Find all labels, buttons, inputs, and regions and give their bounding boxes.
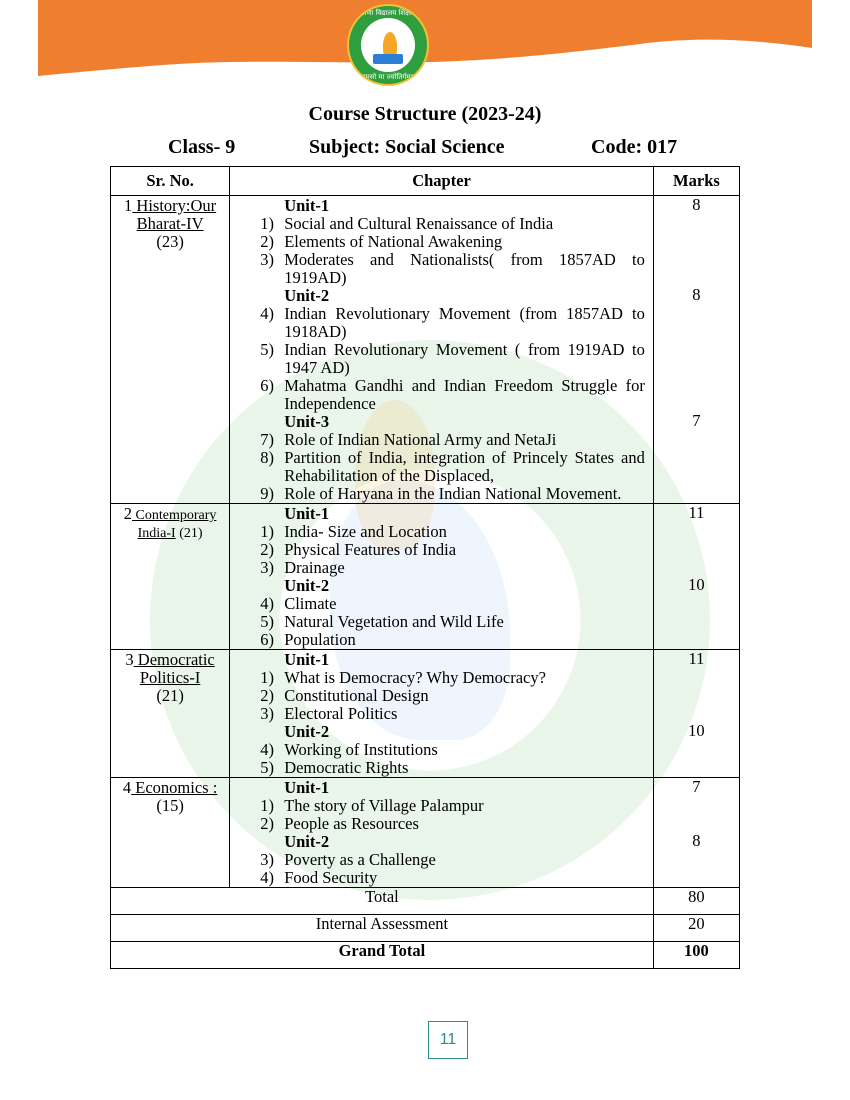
list-item: 6) Mahatma Gandhi and Indian Freedom Struggle for Independence: [260, 376, 645, 413]
section-cell: [111, 196, 230, 504]
internal-assessment-row: [111, 915, 740, 942]
marks-cell: [653, 650, 739, 778]
column-header-sr: Sr. No.: [111, 167, 230, 196]
table-row: [111, 196, 740, 504]
section-number: 3: [125, 650, 134, 669]
list-item: 9) Role of Haryana in the Indian National Movement.: [260, 484, 622, 503]
list-item: 5) Indian Revolutionary Movement ( from 1919AD to 1947 AD): [260, 340, 645, 377]
list-item: 2) Elements of National Awakening: [260, 232, 503, 251]
marks-cell: [653, 196, 739, 504]
unit-label: Unit-2: [284, 286, 330, 305]
list-item: 5) Democratic Rights: [260, 758, 409, 777]
logo-top-text: हरियाणा विद्यालय शिक्षा बोर्ड: [352, 9, 424, 17]
internal-assessment-label: Internal Assessment: [111, 915, 654, 942]
section-title: Contemporary: [135, 508, 217, 523]
section-title: Democratic: [137, 650, 215, 669]
unit-label: Unit-1: [284, 650, 330, 669]
grand-total-marks: 100: [653, 942, 739, 969]
column-header-chapter: Chapter: [230, 167, 654, 196]
unit-label: Unit-1: [284, 504, 330, 523]
unit-marks: 8: [692, 831, 701, 850]
chapter-cell: [230, 778, 654, 888]
unit-label: Unit-2: [284, 722, 330, 741]
book-icon: [373, 54, 403, 64]
table-row: [111, 778, 740, 888]
unit-label: Unit-1: [284, 196, 330, 215]
unit-marks: 8: [692, 195, 701, 214]
section-cell: [111, 650, 230, 778]
list-item: 1) Social and Cultural Renaissance of India: [260, 214, 554, 233]
list-item: 7) Role of Indian National Army and NetaJi: [260, 430, 557, 449]
column-header-marks: Marks: [653, 167, 739, 196]
list-item: 1) What is Democracy? Why Democracy?: [260, 668, 546, 687]
page-title: Course Structure (2023-24): [308, 103, 542, 125]
table-row: [111, 650, 740, 778]
list-item: 6) Population: [260, 630, 356, 649]
list-item: 4) Working of Institutions: [260, 740, 438, 759]
chapter-cell: [230, 650, 654, 778]
board-logo: [347, 4, 429, 86]
unit-marks: 10: [688, 575, 705, 594]
logo-bottom-text: तमसो मा ज्योतिर्गमय: [361, 73, 415, 81]
list-item: 4) Climate: [260, 594, 337, 613]
marks-cell: [653, 778, 739, 888]
table-header-row: [111, 167, 740, 196]
section-title-line2: Bharat-IV: [136, 214, 204, 233]
total-marks: 80: [653, 888, 739, 915]
list-item: 3) Poverty as a Challenge: [260, 850, 436, 869]
subject-label: Subject: Social Science: [309, 136, 505, 158]
list-item: 3) Electoral Politics: [260, 704, 398, 723]
list-item: 3) Moderates and Nationalists( from 1857AD to 1919AD): [260, 250, 645, 287]
list-item: 1) India- Size and Location: [260, 522, 447, 541]
section-number: 1: [124, 196, 133, 215]
list-item: 4) Food Security: [260, 868, 378, 887]
chapter-cell: [230, 504, 654, 650]
unit-label: Unit-2: [284, 832, 330, 851]
list-item: 4) Indian Revolutionary Movement (from 1857AD to 1918AD): [260, 304, 645, 341]
list-item: 8) Partition of India, integration of Princely States and Rehabilitation of the Displaced,: [260, 448, 645, 485]
section-number: 2: [123, 504, 133, 523]
unit-marks: 10: [688, 721, 705, 740]
page-number: 11: [428, 1021, 468, 1059]
section-cell: [111, 778, 230, 888]
list-item: 5) Natural Vegetation and Wild Life: [260, 612, 504, 631]
marks-cell: [653, 504, 739, 650]
total-label: Total: [111, 888, 654, 915]
grand-total-row: [111, 942, 740, 969]
unit-label: Unit-2: [284, 576, 330, 595]
unit-marks: 8: [692, 285, 701, 304]
list-item: 3) Drainage: [260, 558, 345, 577]
list-item: 1) The story of Village Palampur: [260, 796, 484, 815]
section-title: History:Our: [136, 196, 217, 215]
section-title: Economics :: [135, 778, 218, 797]
section-number: 4: [122, 778, 132, 797]
class-label: Class- 9: [168, 136, 236, 158]
list-item: 2) Physical Features of India: [260, 540, 457, 559]
total-row: [111, 888, 740, 915]
logo-emblem: [361, 18, 415, 72]
unit-marks: 11: [688, 649, 705, 668]
section-title-line2: Politics-I: [139, 668, 201, 687]
internal-assessment-marks: 20: [653, 915, 739, 942]
section-count: (23): [156, 232, 184, 251]
section-title-line2: India-I: [137, 526, 176, 541]
table-row: [111, 504, 740, 650]
unit-marks: 11: [688, 503, 705, 522]
list-item: 2) Constitutional Design: [260, 686, 429, 705]
section-count: (21): [156, 686, 184, 705]
list-item: 2) People as Resources: [260, 814, 419, 833]
grand-total-label: Grand Total: [111, 942, 654, 969]
course-table: [110, 166, 740, 969]
section-cell: [111, 504, 230, 650]
unit-label: Unit-1: [284, 778, 330, 797]
chapter-cell: [230, 196, 654, 504]
section-count: (15): [156, 796, 184, 815]
unit-marks: 7: [692, 777, 701, 796]
unit-label: Unit-3: [284, 412, 330, 431]
code-label: Code: 017: [591, 136, 678, 158]
section-count: (21): [179, 526, 203, 541]
unit-marks: 7: [692, 411, 701, 430]
